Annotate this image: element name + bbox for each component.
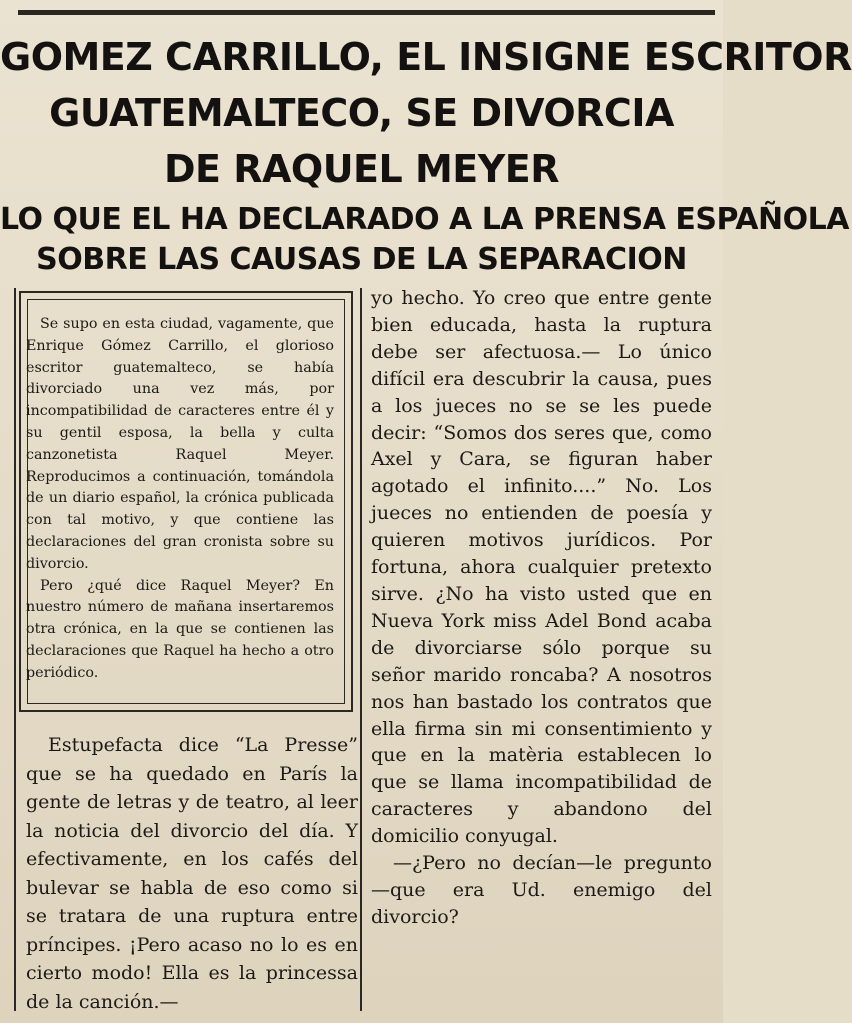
summary-paragraph-1: Se supo en esta ciudad, vagamente, que Enrique Gómez Carrillo, el glorioso escritor guatemalteco, se había divorciado una vez más, por incompatibilidad de caracteres entre él y su gentil esposa, la bella y culta canzonetista Raquel Meyer. Reproducimos a continuación, tomándola de un diario español, la crónica publicada con tal motivo, y que contiene las declaraciones del gran cronista sobre su divorcio. — [26, 316, 334, 572]
summary-text — [26, 314, 334, 685]
right-column-paragraph-2: —¿Pero no decían—le pregunto—que era Ud. enemigo del divorcio? — [371, 852, 712, 928]
summary-paragraph-2: Pero ¿qué dice Raquel Meyer? En nuestro número de mañana insertaremos otra crónica, en la que se contienen las declaraciones que Raquel ha hecho a otro periódico. — [26, 577, 334, 681]
subheadline-line-1: LO QUE EL HA DECLARADO A LA PRENSA ESPAÑOLA — [0, 202, 849, 237]
headline-line-3: DE RAQUEL MEYER — [164, 147, 559, 191]
left-margin-rule — [14, 288, 16, 1011]
top-rule — [18, 10, 715, 15]
left-column-paragraph-1: Estupefacta dice “La Presse” que se ha quedado en París la gente de letras y de teatro, al leer la noticia del divorcio del día. Y efectivamente, en los cafés del bulevar se habla de eso como si se tratara de una ruptura entre príncipes. ¡Pero acaso no lo es en cierto modo! Ella es la princessa de la canción.— — [26, 734, 358, 1013]
right-column-paragraph-1: yo hecho. Yo creo que entre gente bien educada, hasta la ruptura debe ser afectuosa.— Lo único difícil era descubrir la causa, pues a los jueces no se se les puede decir: “Somos dos seres que, como Axel y Cara, se figuran haber agotado el infinito....” No. Los jueces no entienden de poesía y quieren motivos jurídicos. Por fortuna, ahora cualquier pretexto sirve. ¿No ha visto usted que en Nueva York miss Adel Bond acaba de divorciarse sólo porque su señor marido roncaba? A nosotros nos han bastado los contratos que ella firma sin mi consentimiento y que en la matèria establecen lo que se llama incompatibilidad de caracteres y abandono del domicilio conyugal. — [371, 287, 712, 848]
left-column-body — [26, 731, 358, 1016]
subheadline-line-2: SOBRE LAS CAUSAS DE LA SEPARACION — [36, 242, 687, 277]
right-column-body — [371, 285, 712, 931]
headline-line-2: GUATEMALTECO, SE DIVORCIA — [49, 91, 674, 135]
headline-line-1: GOMEZ CARRILLO, EL INSIGNE ESCRITOR — [0, 35, 852, 79]
column-divider — [360, 288, 362, 1011]
